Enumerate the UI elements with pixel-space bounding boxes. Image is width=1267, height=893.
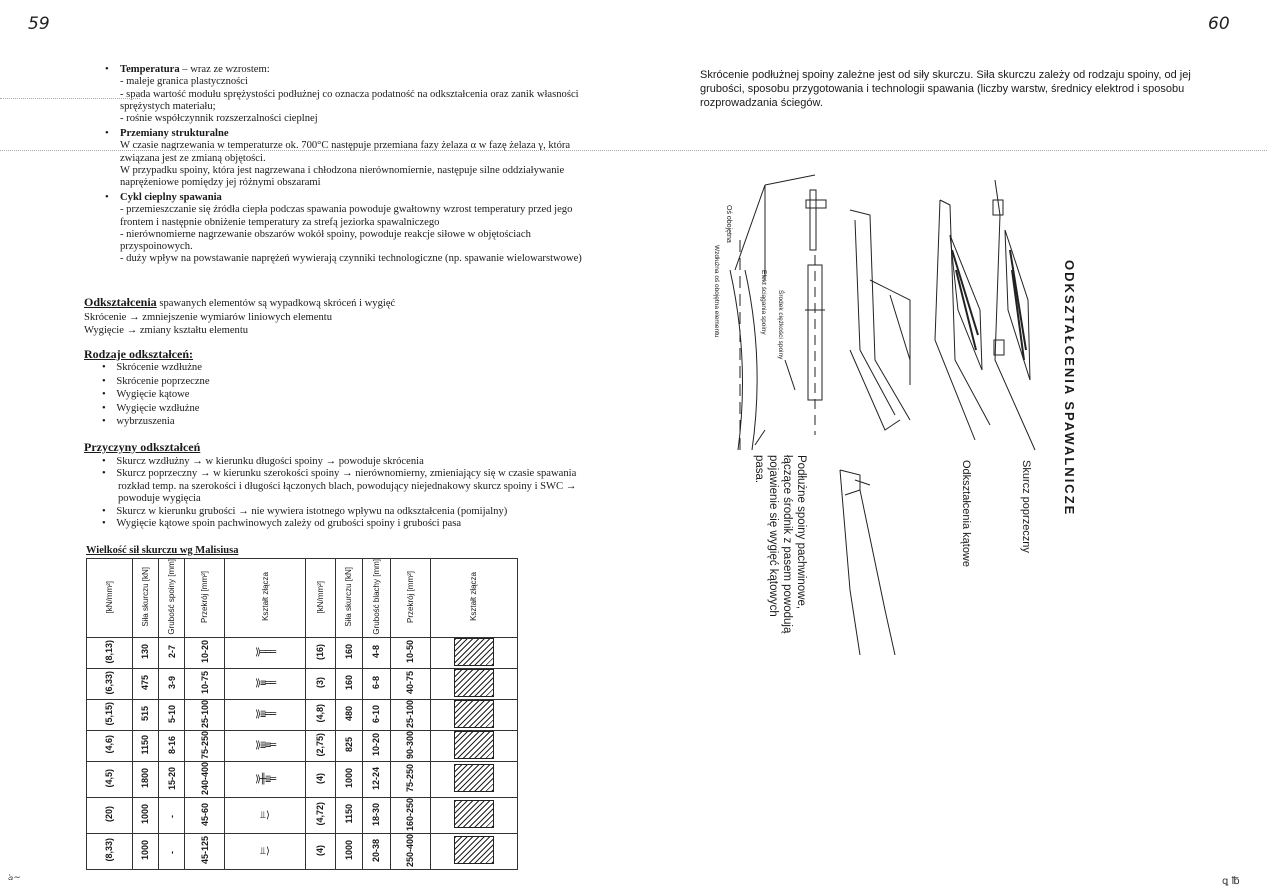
bullet-cykl — [105, 192, 600, 266]
bullet-line: - spada wartość modułu sprężystości podłużnej co oznacza podatność na odkształcenia oraz zanik własności sprężystych materiału; — [120, 88, 579, 112]
joint-hatch-icon — [430, 797, 517, 833]
page-number-left: 59 — [28, 14, 50, 34]
table-caption: Wielkość sił skurczu wg Malisiusa — [86, 545, 239, 556]
left-page — [0, 0, 620, 893]
header-cell: Siła skurczu [kN] — [140, 567, 150, 627]
bullet-line: - przemieszczanie się źródła ciepła podczas spawania powoduje gwałtowny wzrost temperatury przed jego frontem i następnie obniżenie temperatury za strefą jeziorka spawalniczego — [120, 204, 573, 228]
header-cell: Kształt złącza — [469, 572, 479, 622]
table-row: (5,15) 515 5-10 25-100 ⟫≣══ (4,8) 480 6-10 25-100 — [87, 699, 518, 730]
footer-mark-left: ঌ∼ — [8, 873, 21, 883]
label-poprzeczny: Skurcz poprzeczny — [1020, 460, 1032, 553]
joint-hatch-icon — [430, 761, 517, 797]
list-item: • Skrócenie poprzeczne — [102, 375, 210, 387]
definition-term: Odkształcenia — [84, 295, 157, 309]
page-number-right: 60 — [1208, 14, 1230, 34]
bullet-title: Przemiany strukturalne — [120, 128, 229, 139]
bullet-dot: • — [105, 192, 109, 203]
header-cell: Grubość blachy [mm] — [371, 559, 381, 635]
label-efekt: Efekt ściągania spoiny — [760, 270, 767, 335]
joint-hatch-icon — [430, 699, 517, 730]
label-wzdluzna: Wzdłużna oś obojętna elementu — [713, 245, 720, 338]
definition-line: Skrócenie → zmniejszenie wymiarów liniowych elementu — [84, 311, 332, 323]
table-row: (20) 1000 - 45-60 ⫫⟩ (4,72) 1150 18-30 160-250 — [87, 797, 518, 833]
definition-block — [84, 296, 604, 338]
list-item: • Wygięcie kątowe — [102, 389, 190, 400]
list-item: • Skurcz poprzeczny → w kierunku szerokości spoiny → nierównomierny, zmieniający się w czasie spawania rozkład temp. na szerokości i długości łączonych blach, powodujący niejednakowy skurcz spoiny i SWC → powoduje wygięcia — [102, 468, 577, 505]
causes-list — [102, 456, 602, 530]
shrinkage-table — [86, 558, 518, 870]
header-cell: Przekrój [mm²] — [200, 570, 210, 623]
plate-drawing-2 — [935, 200, 990, 440]
label-os-obojetna: Oś obojętna — [725, 205, 732, 243]
bullet-dot: • — [105, 128, 109, 139]
bullet-dot: • — [105, 64, 109, 75]
list-item: • Wygięcie kątowe spoin pachwinowych zależy od grubości spoiny i grubości pasa — [102, 518, 462, 530]
header-cell: [kN/mm²] — [315, 580, 325, 613]
header-cell: Kształt złącza — [260, 572, 270, 622]
bullet-line: - nierównomierne nagrzewanie obszarów wokół spoiny, powoduje reakcje siłowe w objętościach przyspoinowych. — [120, 228, 531, 253]
list-item: • Skurcz wzdłużny → w kierunku długości spoiny → powoduje skrócenia — [102, 456, 424, 467]
weld-shape-icon: ⫫⟩ — [225, 833, 306, 869]
right-page — [630, 0, 1267, 893]
intro-paragraph: Skrócenie podłużnej spoiny zależne jest od siły skurczu. Siła skurczu zależy od rodzaju spoiny, od jej grubości, sposobu przygotowania i technologii spawania (liczby warstw, średnicy elektrod i sposobu rozprowadzania ściegów. — [700, 69, 1191, 109]
weld-shape-icon: ⟫╫≣═ — [225, 761, 306, 797]
t-beam-drawing — [840, 470, 895, 655]
bullet-title: Cykl cieplny spawania — [120, 192, 222, 203]
table-row: (4,5) 1800 15-20 240-400 ⟫╫≣═ (4) 1000 12-24 75-250 — [87, 761, 518, 797]
list-item: • Wygięcie wzdłużne — [102, 402, 200, 414]
list-item: • wybrzuszenia — [102, 416, 175, 427]
bullet-line: - maleje granica plastyczności — [120, 76, 248, 88]
types-list — [102, 361, 210, 429]
header-cell: Przekrój [mm²] — [405, 570, 415, 623]
joint-hatch-icon — [430, 668, 517, 699]
bullet-line: - rośnie współczynnik rozszerzalności cieplnej — [120, 113, 318, 125]
plate-drawing-1 — [850, 210, 910, 430]
plate-drawing-3 — [993, 180, 1035, 450]
weld-shape-icon: ⫫⟩ — [225, 797, 306, 833]
footer-mark-right: ꝗ ℔ — [1222, 876, 1240, 887]
table-header-row — [87, 559, 518, 638]
bullet-przemiany — [105, 128, 600, 189]
weld-shape-icon: ⟫≡══ — [225, 668, 306, 699]
list-item: • Skrócenie wzdłużne — [102, 362, 202, 373]
rotated-section-title: ODKSZTAŁCENIA SPAWALNICZE — [1062, 260, 1077, 517]
joint-hatch-icon — [430, 833, 517, 869]
table-row: (4,6) 1150 8-16 75-250 ⟫≣≡═ (2,75) 825 10-20 90-300 — [87, 730, 518, 761]
header-cell: [kN/mm²] — [104, 580, 114, 613]
types-heading: Rodzaje odkształceń: — [84, 347, 193, 361]
bullet-line: - duży wpływ na powstawanie naprężeń wywierają czynniki technologiczne (np. spawanie wielowarstwowe) — [120, 253, 582, 265]
causes-heading: Przyczyny odkształceń — [84, 440, 201, 454]
joint-hatch-icon — [430, 637, 517, 668]
joint-hatch-icon — [430, 730, 517, 761]
weld-shape-icon: ⟫═══ — [225, 637, 306, 668]
label-podluzne: Podłużne spoiny pachwinowe, łączące środnik z pasem powodują pojawienie się wygięć kątowych pasa. — [753, 455, 807, 634]
definition-rest: spawanych elementów są wypadkową skróceń i wygięć — [156, 298, 396, 309]
table-row: (6,33) 475 3-9 10-75 ⟫≡══ (3) 160 6-8 40-75 — [87, 668, 518, 699]
list-item: • Skurcz w kierunku grubości → nie wywiera istotnego wpływu na odkształcenia (pomijalny) — [102, 505, 508, 517]
bullet-temperatura — [105, 64, 600, 125]
bullet-line: W czasie nagrzewania w temperaturze ok. 700°C następuje przemiana fazy żelaza α w fazę żelaza γ, która związana jest ze zmianą objętości. — [120, 140, 571, 164]
header-cell: Siła skurczu [kN] — [344, 567, 354, 627]
weld-shape-icon: ⟫≣≡═ — [225, 730, 306, 761]
label-katowe: Odkształcenia kątowe — [960, 460, 972, 567]
table-row: (8,33) 1000 - 45-125 ⫫⟩ (4) 1000 20-38 250-400 — [87, 833, 518, 869]
bullet-line: W przypadku spoiny, która jest nagrzewana i chłodzona nierównomiernie, następuje silne oddziaływanie naprężeniowe pomiędzy jej różnymi obszarami — [120, 164, 565, 189]
label-srodek: Środek ciężkości spoiny — [777, 290, 784, 360]
weld-shape-icon: ⟫≣══ — [225, 699, 306, 730]
header-cell: Grubość spoiny [mm] — [167, 559, 177, 635]
bullet-title-suffix: – wraz ze wzrostem: — [179, 64, 270, 75]
scan-line — [0, 98, 140, 100]
bullet-title: Temperatura — [120, 64, 180, 75]
definition-line: Wygięcie → zmiany kształtu elementu — [84, 325, 249, 336]
table-row: (8,13) 130 2-7 10-20 ⟫═══ (16) 160 4-8 10-50 — [87, 637, 518, 668]
